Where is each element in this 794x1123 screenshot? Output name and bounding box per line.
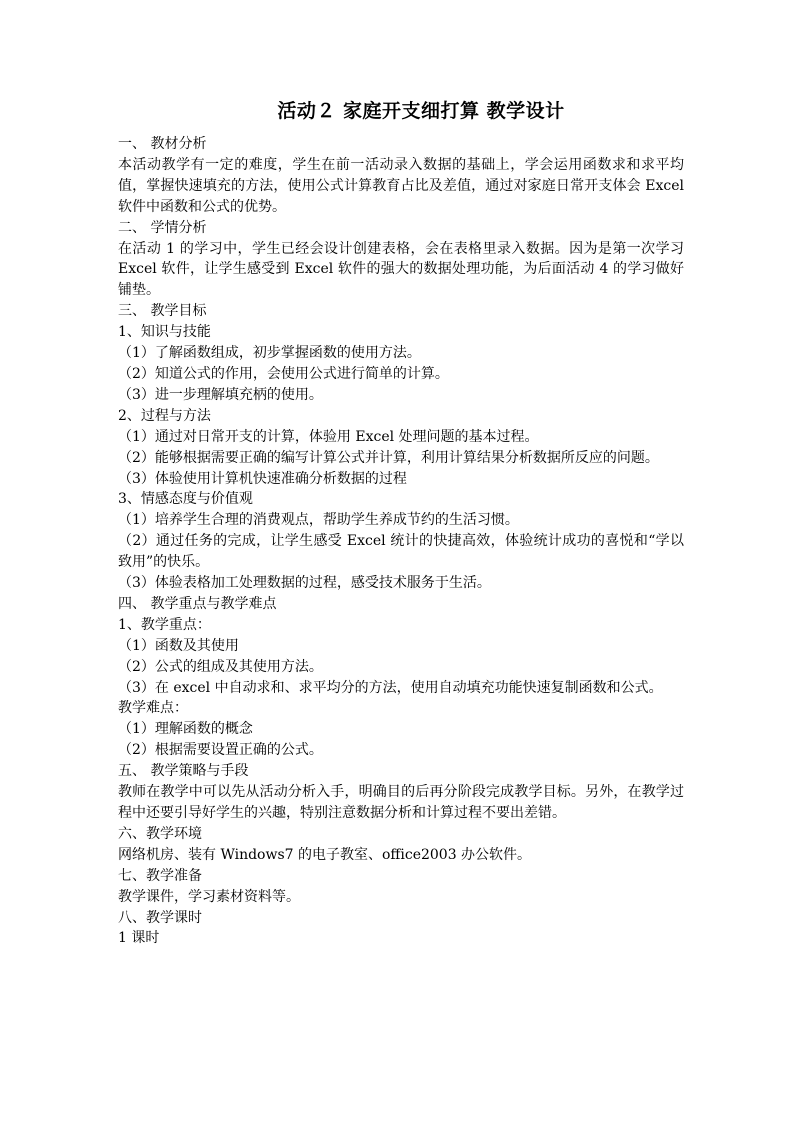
paragraph: （3）在 excel 中自动求和、求平均分的方法，使用自动填充功能快速复制函数和公式。: [118, 679, 663, 696]
text-line: （1）了解函数组成，初步掌握函数的使用方法。: [118, 345, 421, 362]
text-line: 教学课件，学习素材资料等。: [118, 888, 300, 905]
text-line: （3）体验表格加工处理数据的过程，感受技术服务于生活。: [118, 575, 491, 592]
text-line: （1）培养学生合理的消费观点，帮助学生养成节约的生活习惯。: [118, 512, 519, 529]
text-line: 网络机房、装有 Windows7 的电子教室、office2003 办公软件。: [118, 846, 532, 863]
document-body: [118, 134, 684, 949]
text-line: 1、知识与技能: [118, 324, 211, 341]
text-line: （2）公式的组成及其使用方法。: [118, 658, 323, 675]
text-line: 教学难点：: [118, 700, 188, 717]
document-title: 活动２ 家庭开支细打算 教学设计: [277, 100, 565, 122]
text-line: （1）通过对日常开支的计算，体验用 Excel 处理问题的基本过程。: [118, 428, 539, 445]
text-line: （1）函数及其使用: [118, 637, 239, 654]
text-line: 八、教学课时: [118, 909, 202, 926]
text-line: 3、情感态度与价值观: [118, 491, 253, 508]
paragraph: （2）能够根据需要正确的编写计算公式并计算，利用计算结果分析数据所反应的问题。: [118, 449, 659, 466]
text-line: 六、教学环境: [118, 825, 202, 842]
paragraph: （2）通过任务的完成，让学生感受 Excel 统计的快捷高效，体验统计成功的喜悦和“学以致用”的快乐。: [118, 533, 684, 571]
text-line: 五、 教学策略与手段: [118, 763, 249, 780]
text-line: 1 课时: [118, 930, 160, 947]
text-line: （3）体验使用计算机快速准确分析数据的过程: [118, 470, 407, 487]
text-line: 三、 教学目标: [118, 303, 207, 320]
text-line: （2）知道公式的作用，会使用公式进行简单的计算。: [118, 365, 449, 382]
paragraph: 教师在教学中可以先从活动分析入手，明确目的后再分阶段完成教学目标。另外，在教学过程中还要引导好学生的兴趣，特别注意数据分析和计算过程不要出差错。: [118, 784, 684, 821]
paragraph: 在活动 1 的学习中，学生已经会设计创建表格，会在表格里录入数据。因为是第一次学习 Excel 软件，让学生感受到 Excel 软件的强大的数据处理功能，为后面活动 4 的学习做好铺垫。: [118, 240, 684, 299]
text-line: 二、 学情分析: [118, 219, 207, 236]
text-line: 七、教学准备: [118, 867, 202, 884]
text-line: （1）理解函数的概念: [118, 721, 253, 738]
text-line: 四、 教学重点与教学难点: [118, 595, 277, 612]
text-line: 2、过程与方法: [118, 407, 211, 424]
text-line: 一、 教材分析: [118, 136, 207, 152]
paragraph: 本活动教学有一定的难度，学生在前一活动录入数据的基础上，学会运用函数求和求平均值，掌握快速填充的方法，使用公式计算教育占比及差值，通过对家庭日常开支体会 Excel 软件中函数和公式的优势。: [118, 156, 684, 215]
text-line: （2）根据需要设置正确的公式。: [118, 742, 323, 759]
text-line: （3）进一步理解填充柄的使用。: [118, 386, 323, 403]
text-line: 1、教学重点：: [118, 616, 211, 633]
